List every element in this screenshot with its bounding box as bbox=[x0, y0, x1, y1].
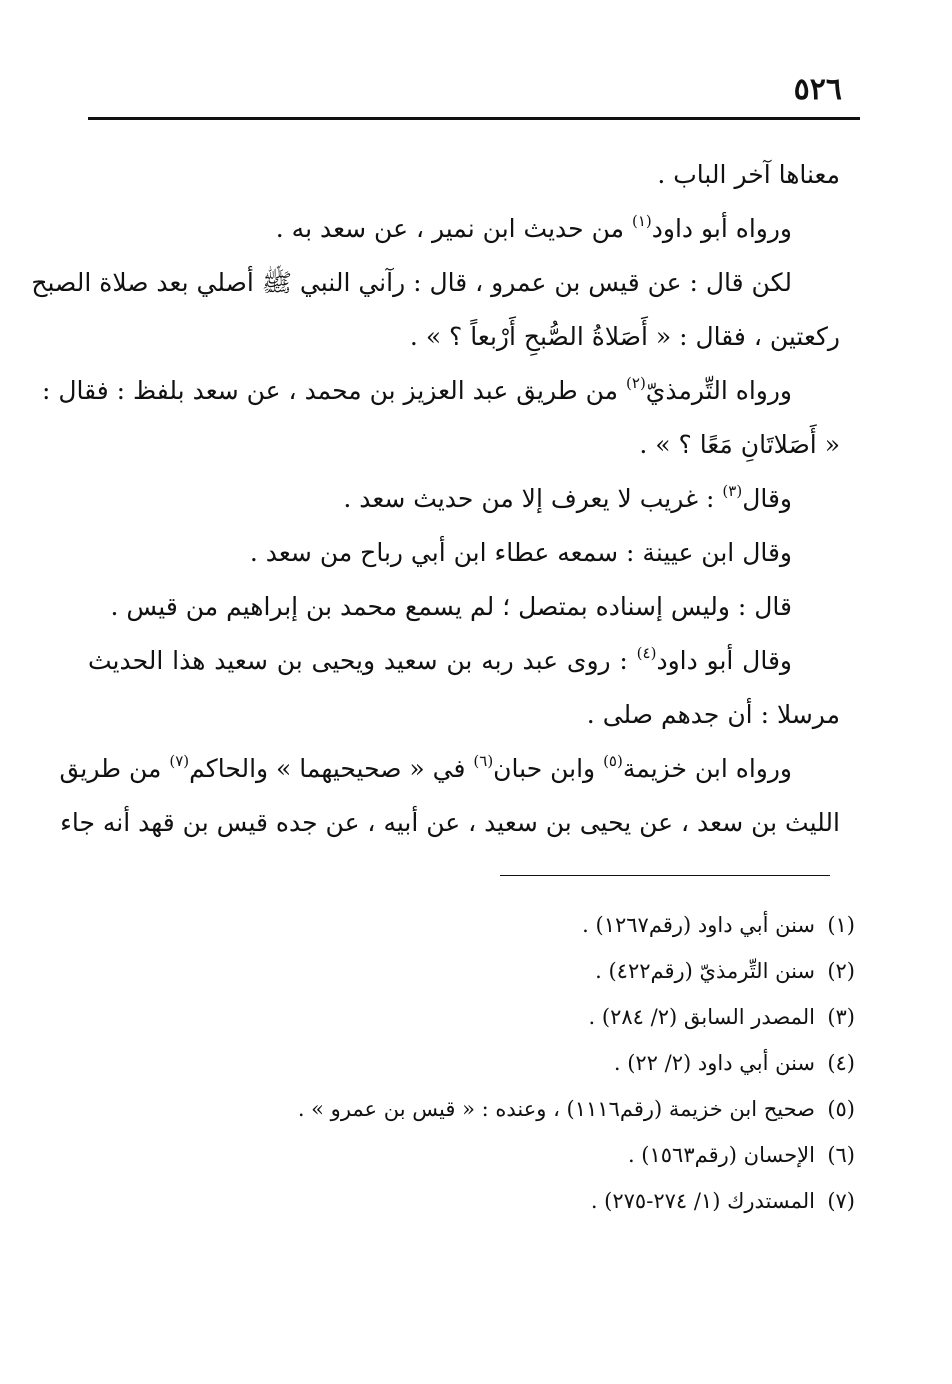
text-line-2: ورواه أبو داود$^{(١)}$ من حديث ابن نمير ، عن سعد به . bbox=[275, 212, 792, 243]
footnote-number: (٧) bbox=[827, 1189, 855, 1213]
footnote-text: المصدر السابق (٢/ ٢٨٤) . bbox=[588, 1005, 815, 1029]
footnotes bbox=[120, 902, 855, 1224]
footnote-ref-7[interactable]: (٧) bbox=[169, 752, 190, 770]
text-line-10: وقال أبو داود$^{(٤)}$ : روى عبد ربه بن سعيد ويحيى بن سعيد هذا الحديث bbox=[88, 644, 792, 675]
footnote-separator bbox=[500, 875, 830, 876]
footnote-text: سنن التِّرمذيّ (رقم٤٢٢) . bbox=[595, 959, 815, 983]
footnote-number: (٤) bbox=[827, 1051, 855, 1075]
footnote-6 bbox=[120, 1132, 855, 1178]
footnote-ref-3[interactable]: (٣) bbox=[722, 482, 743, 500]
footnote-number: (٦) bbox=[827, 1143, 855, 1167]
footnote-ref-4[interactable]: (٤) bbox=[636, 644, 657, 662]
footnote-3 bbox=[120, 994, 855, 1040]
footnote-5 bbox=[120, 1086, 855, 1132]
footnote-ref-2[interactable]: (٢) bbox=[626, 374, 646, 392]
text-line-3: لكن قال : عن قيس بن عمرو ، قال : رآني النبي ﷺ أصلي بعد صلاة الصبح bbox=[31, 268, 792, 297]
footnote-ref-1[interactable]: (١) bbox=[631, 212, 652, 230]
text-line-4: ركعتين ، فقال : « أَصَلاةُ الصُّبحِ أَرْبعاً ؟ » . bbox=[409, 322, 840, 351]
footnote-ref-6[interactable]: (٦) bbox=[473, 752, 494, 770]
footnote-4 bbox=[120, 1040, 855, 1086]
text-line-8: وقال ابن عيينة : سمعه عطاء ابن أبي رباح من سعد . bbox=[249, 538, 792, 567]
text-line-12: ورواه ابن خزيمة$^{(٥)}$ وابن حبان$^{(٦)}$ في « صحيحيهما » والحاكم$^{(٧)}$ من طريق bbox=[59, 752, 792, 783]
footnote-text: الإحسان (رقم١٥٦٣) . bbox=[627, 1143, 815, 1167]
footnote-number: (١) bbox=[827, 913, 855, 937]
text-line-1: معناها آخر الباب . bbox=[657, 160, 840, 189]
footnote-text: المستدرك (١/ ٢٧٤-٢٧٥) . bbox=[590, 1189, 815, 1213]
text-line-11: مرسلا : أن جدهم صلى . bbox=[586, 700, 840, 729]
text-line-13: الليث بن سعد ، عن يحيى بن سعيد ، عن أبيه ، عن جده قيس بن قهد أنه جاء bbox=[60, 808, 840, 837]
text-line-7: وقال$^{(٣)}$ : غريب لا يعرف إلا من حديث سعد . bbox=[343, 482, 792, 513]
footnote-text: سنن أبي داود (رقم١٢٦٧) . bbox=[582, 913, 815, 937]
main-text bbox=[31, 148, 840, 850]
text-line-6: « أَصَلاتَانِ مَعًا ؟ » . bbox=[639, 430, 840, 459]
header-rule bbox=[88, 117, 860, 120]
footnote-2 bbox=[120, 948, 855, 994]
text-line-9: قال : وليس إسناده بمتصل ؛ لم يسمع محمد بن إبراهيم من قيس . bbox=[110, 592, 792, 621]
footnote-text: صحيح ابن خزيمة (رقم١١١٦) ، وعنده : « قيس بن عمرو » . bbox=[297, 1097, 815, 1121]
footnote-7 bbox=[120, 1178, 855, 1224]
text-line-5: ورواه التِّرمذيّ$^{(٢)}$ من طريق عبد العزيز بن محمد ، عن سعد بلفظ : فقال : bbox=[41, 374, 792, 405]
footnote-number: (٢) bbox=[827, 959, 855, 983]
page-number: ٥٢٦ bbox=[793, 72, 842, 107]
footnote-number: (٥) bbox=[827, 1097, 855, 1121]
footnote-1 bbox=[120, 902, 855, 948]
footnote-number: (٣) bbox=[827, 1005, 855, 1029]
footnote-ref-5[interactable]: (٥) bbox=[603, 752, 623, 770]
footnote-text: سنن أبي داود (٢/ ٢٢) . bbox=[613, 1051, 815, 1075]
